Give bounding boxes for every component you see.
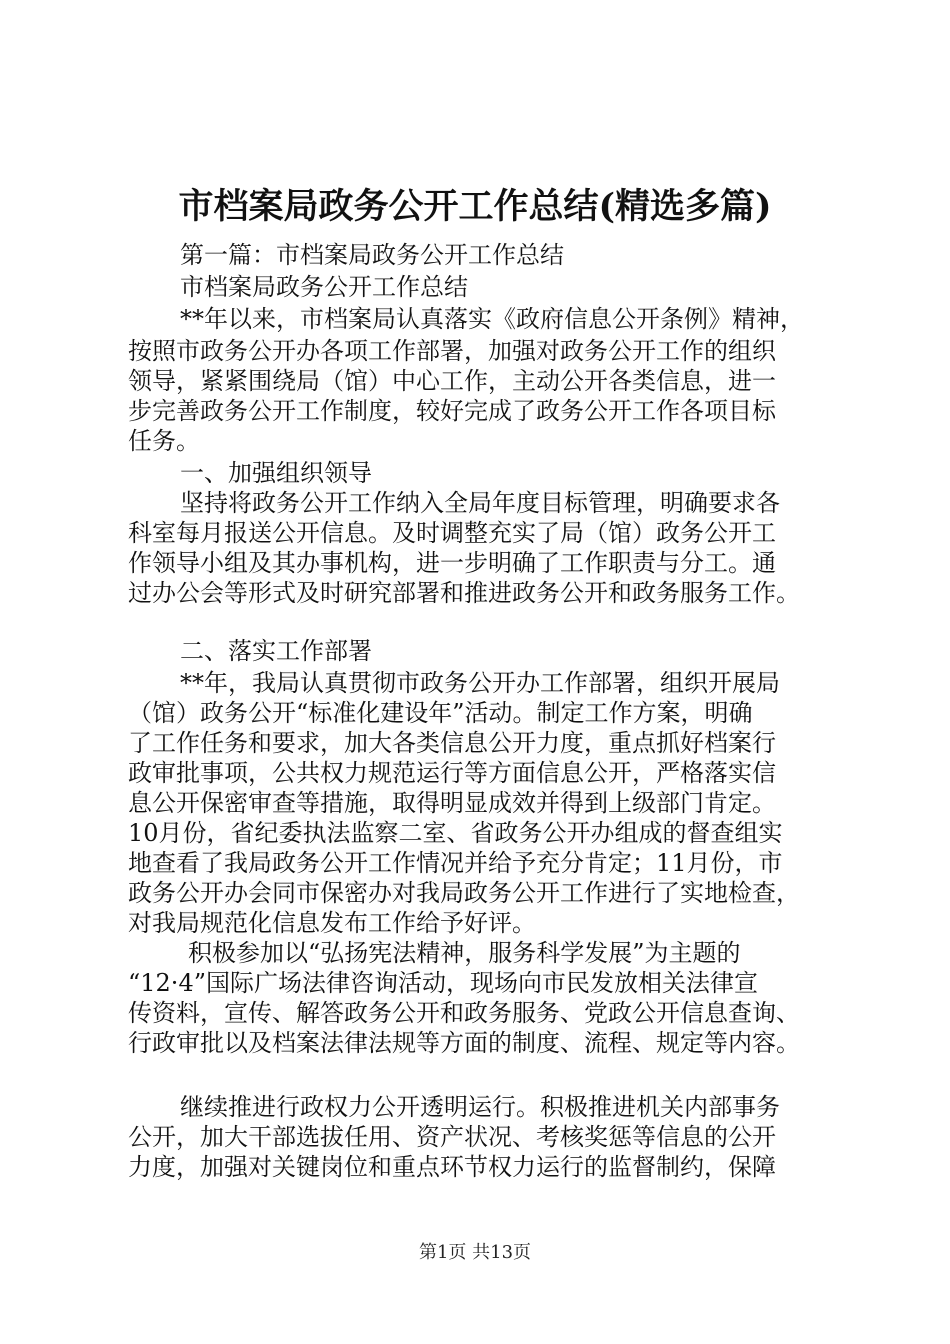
paragraph-line: **年以来，市档案局认真落实《政府信息公开条例》精神， (180, 305, 804, 333)
paragraph-line: 按照市政务公开办各项工作部署，加强对政务公开工作的组织 (128, 337, 776, 365)
paragraph-line: 过办公会等形式及时研究部署和推进政务公开和政务服务工作。 (128, 579, 800, 607)
paragraph-line: 10月份，省纪委执法监察二室、省政务公开办组成的督查组实 (128, 819, 783, 847)
paragraph-line: 继续推进行政权力公开透明运行。积极推进机关内部事务 (180, 1093, 780, 1121)
paragraph-line: 政审批事项，公共权力规范运行等方面信息公开，严格落实信 (128, 759, 776, 787)
paragraph-line: 任务。 (128, 427, 200, 455)
paragraph-line: 传资料，宣传、解答政务公开和政务服务、党政公开信息查询、 (128, 999, 800, 1027)
paragraph-line: 科室每月报送公开信息。及时调整充实了局（馆）政务公开工 (128, 519, 776, 547)
paragraph-line: 积极参加以“弘扬宪法精神，服务科学发展”为主题的 (188, 939, 741, 967)
section-heading: 一、加强组织领导 (180, 459, 372, 487)
paragraph-line: 坚持将政务公开工作纳入全局年度目标管理，明确要求各 (180, 489, 780, 517)
paragraph-line: 了工作任务和要求，加大各类信息公开力度，重点抓好档案行 (128, 729, 776, 757)
paragraph-line: 政务公开办会同市保密办对我局政务公开工作进行了实地检查， (128, 879, 800, 907)
paragraph-line: **年，我局认真贯彻市政务公开办工作部署，组织开展局 (180, 669, 780, 697)
section-heading-part-one: 第一篇：市档案局政务公开工作总结 (180, 241, 564, 269)
page-footer: 第1页 共13页 (418, 1242, 532, 1263)
paragraph-line: 地查看了我局政务公开工作情况并给予充分肯定；11月份，市 (128, 849, 783, 877)
subtitle: 市档案局政务公开工作总结 (180, 273, 468, 301)
paragraph-line: 领导，紧紧围绕局（馆）中心工作，主动公开各类信息，进一 (128, 367, 776, 395)
paragraph-line: （馆）政务公开“标准化建设年”活动。制定工作方案，明确 (128, 699, 753, 727)
paragraph-line: 作领导小组及其办事机构，进一步明确了工作职责与分工。通 (128, 549, 776, 577)
paragraph-line: 力度，加强对关键岗位和重点环节权力运行的监督制约，保障 (128, 1153, 776, 1181)
paragraph-line: 行政审批以及档案法律法规等方面的制度、流程、规定等内容。 (128, 1029, 800, 1057)
paragraph-line: 步完善政务公开工作制度，较好完成了政务公开工作各项目标 (128, 397, 776, 425)
paragraph-line: 公开，加大干部选拔任用、资产状况、考核奖惩等信息的公开 (128, 1123, 776, 1151)
section-heading: 二、落实工作部署 (180, 637, 372, 665)
paragraph-line: 息公开保密审查等措施，取得明显成效并得到上级部门肯定。 (128, 789, 776, 817)
document-title: 市档案局政务公开工作总结(精选多篇) (178, 186, 772, 227)
paragraph-line: “12·4”国际广场法律咨询活动，现场向市民发放相关法律宣 (128, 969, 758, 997)
paragraph-line: 对我局规范化信息发布工作给予好评。 (128, 909, 536, 937)
